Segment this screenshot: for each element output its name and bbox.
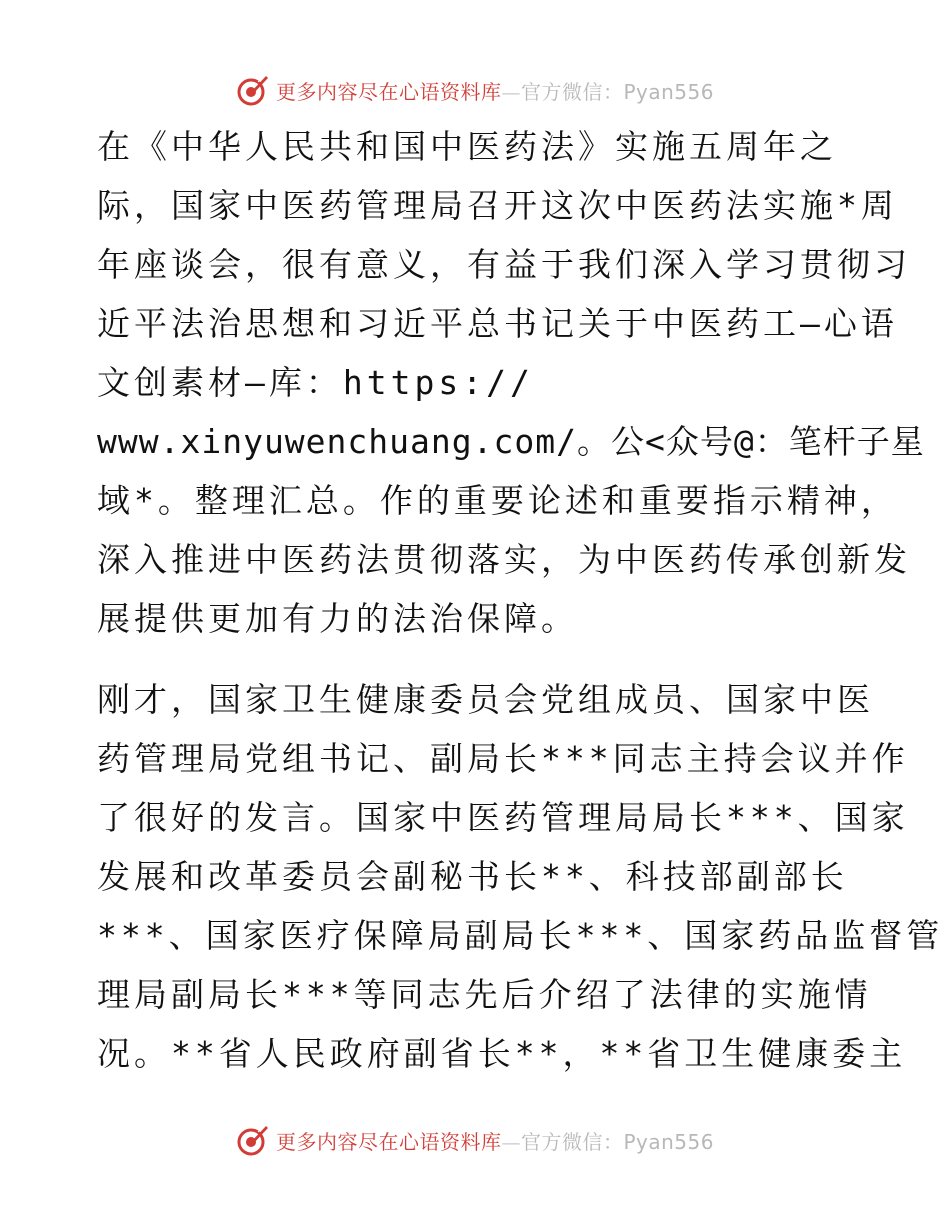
text-line: 近平法治思想和习近平总书记关于中医药工—心语 — [97, 304, 898, 343]
text-line: 在《中华人民共和国中医药法》实施五周年之 — [97, 127, 837, 166]
text-line: 年座谈会，很有意义，有益于我们深入学习贯彻习 — [97, 245, 911, 284]
text-line: 况。**省人民政府副省长**，**省卫生健康委主 — [97, 1034, 907, 1073]
document-body — [97, 117, 944, 1083]
text-line: 展提供更加有力的法治保障。 — [97, 599, 578, 638]
paragraph-2 — [97, 670, 944, 1083]
text-line: 发展和改革委员会副秘书长**、科技部副部长 — [97, 857, 848, 896]
header-brand: 更多内容尽在心语资料库 — [275, 79, 502, 104]
footer-banner-text — [276, 1126, 714, 1155]
text-line: 深入推进中医药法贯彻落实，为中医药传承创新发 — [97, 540, 911, 579]
text-line: 际，国家中医药管理局召开这次中医药法实施*周 — [97, 186, 898, 225]
paragraph-gap — [97, 648, 857, 670]
header-banner-text — [276, 76, 714, 105]
text-line: ***、国家医疗保障局副局长***、国家药品监督管 — [97, 916, 944, 955]
footer-separator: — — [501, 1131, 521, 1154]
paragraph-1 — [97, 117, 925, 648]
text-line: www.xinyuwenchuang.com/。公<众号@：笔杆子星 — [97, 422, 925, 461]
header-banner — [0, 70, 950, 110]
text-line: 文创素材—库：https:// — [97, 363, 534, 402]
footer-wechat: 官方微信：Pyan556 — [520, 1129, 714, 1154]
footer-banner — [0, 1120, 950, 1160]
quill-pen-seal-icon — [236, 1123, 270, 1157]
quill-pen-seal-icon — [236, 73, 270, 107]
text-line: 药管理局党组书记、副局长***同志主持会议并作 — [97, 739, 909, 778]
footer-brand: 更多内容尽在心语资料库 — [275, 1129, 502, 1154]
header-separator: — — [501, 81, 521, 104]
text-line: 域*。整理汇总。作的重要论述和重要指示精神， — [97, 481, 898, 520]
text-line: 理局副局长***等同志先后介绍了法律的实施情 — [97, 975, 872, 1014]
header-wechat: 官方微信：Pyan556 — [520, 79, 714, 104]
text-line: 了很好的发言。国家中医药管理局局长***、国家 — [97, 798, 909, 837]
text-line: 刚才，国家卫生健康委员会党组成员、国家中医 — [97, 680, 874, 719]
